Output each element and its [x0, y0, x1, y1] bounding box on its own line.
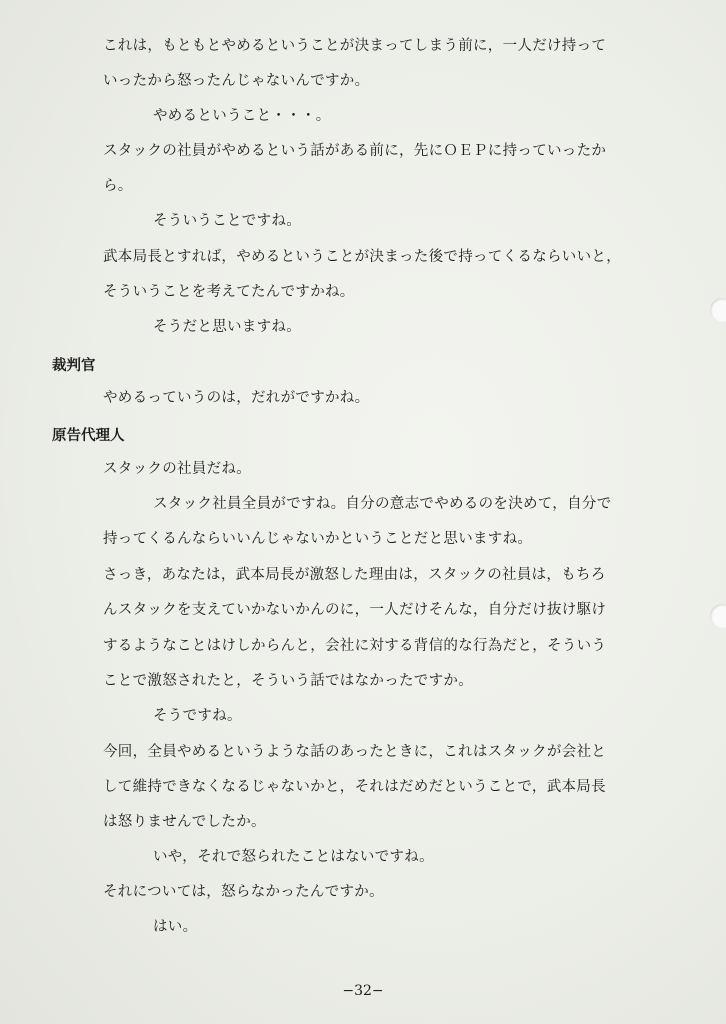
text-line: さっき，あなたは，武本局長が激怒した理由は，スタックの社員は，もちろ: [103, 567, 606, 583]
binder-hole-top: [710, 298, 726, 322]
text-line: 武本局長とすれば，やめるということが決まった後で持ってくるならいいと，: [103, 249, 621, 265]
speaker-label-judge: 裁判官: [52, 358, 96, 374]
text-line: いったから怒ったんじゃないんですか。: [103, 73, 370, 89]
text-line: それについては，怒らなかったんですか。: [103, 884, 384, 900]
text-line: ことで激怒されたと，そういう話ではなかったですか。: [103, 673, 473, 689]
text-line: スタックの社員だね。: [103, 461, 251, 477]
text-line: そういうことですね。: [153, 213, 301, 229]
text-line: やめるということ・・・。: [153, 108, 331, 124]
text-line: やめるっていうのは，だれがですかね。: [103, 390, 370, 406]
binder-hole-bottom: [710, 604, 726, 628]
page-number: −32−: [342, 983, 384, 999]
text-line: そうだと思いますね。: [153, 319, 301, 335]
text-line: これは，もともとやめるということが決まってしまう前に，一人だけ持って: [103, 38, 607, 54]
text-line: 今回，全員やめるというような話のあったときに，これはスタックが会社と: [103, 744, 607, 760]
text-line: いや，それで怒られたことはないですね。: [153, 849, 434, 865]
text-line: するようなことはけしからんと，会社に対する背信的な行為だと，そういう: [103, 638, 607, 654]
text-line: して維持できなくなるじゃないかと，それはだめだということで，武本局長: [103, 779, 606, 795]
text-line: ら。: [103, 178, 133, 194]
text-line: そうですね。: [153, 708, 242, 724]
text-line: はい。: [153, 919, 198, 935]
text-line: 持ってくるんならいいんじゃないかということだと思いますね。: [103, 531, 533, 547]
text-line: そういうことを考えてたんですかね。: [103, 284, 355, 300]
text-line: んスタックを支えていかないかんのに，一人だけそんな，自分だけ抜け駆け: [103, 602, 607, 618]
text-line: は怒りませんでしたか。: [103, 814, 266, 830]
text-line: スタック社員全員がですね。自分の意志でやめるのを決めて，自分で: [153, 496, 612, 512]
text-line: スタックの社員がやめるという話がある前に，先にＯＥＰに持っていったか: [103, 143, 607, 159]
speaker-label-plaintiff-agent: 原告代理人: [52, 428, 125, 444]
